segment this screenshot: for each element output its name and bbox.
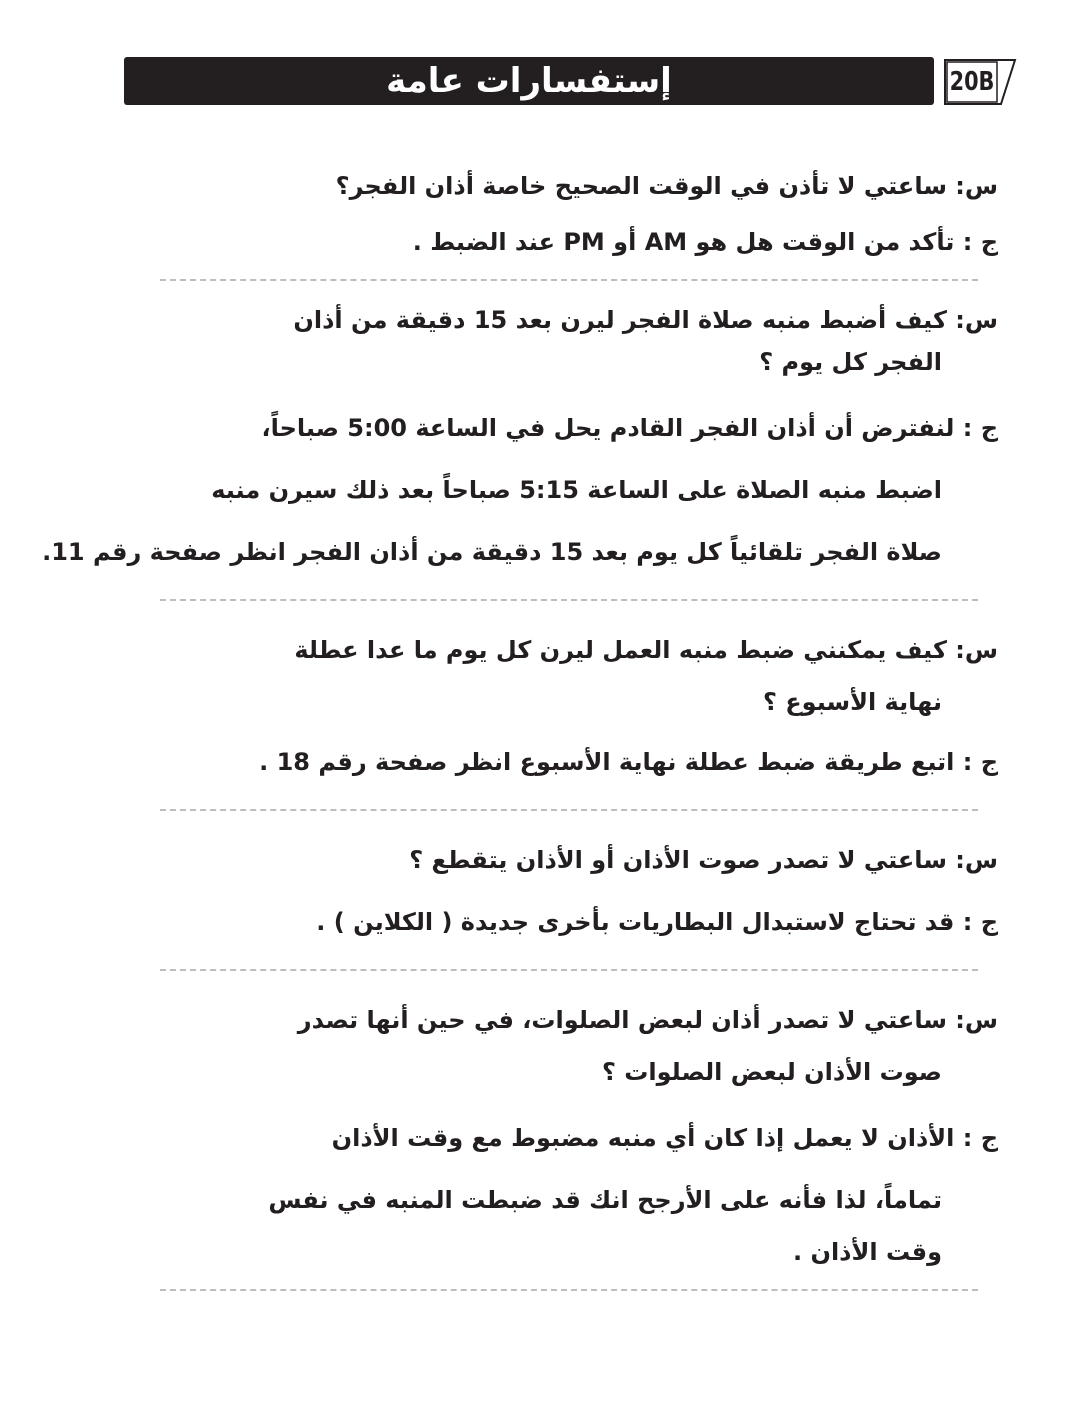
answer-line: ج : الأذان لا يعمل إذا كان أي منبه مضبوط مع وقت الأذان [331, 1124, 998, 1152]
question-line: نهاية الأسبوع ؟ [762, 688, 942, 716]
page-number: 20B [949, 67, 995, 97]
faq-list [42, 165, 998, 1309]
faq-item [140, 989, 998, 1283]
answer-line: ج : قد تحتاج لاستبدال البطاريات بأخرى جديدة ( الكلاين ) . [316, 908, 998, 936]
page-number-badge [943, 57, 1018, 107]
question-line: س: ساعتي لا تأذن في الوقت الصحيح خاصة أذان الفجر؟ [335, 172, 998, 200]
answer-line: ج : لنفترض أن أذان الفجر القادم يحل في الساعة 5:00 صباحاً، [261, 414, 998, 442]
answer-line: ج : اتبع طريقة ضبط عطلة نهاية الأسبوع انظر صفحة رقم 18 . [259, 748, 998, 776]
question-line: س: كيف أضبط منبه صلاة الفجر ليرن بعد 15 دقيقة من أذان [293, 306, 998, 334]
question-line: صوت الأذان لبعض الصلوات ؟ [602, 1058, 942, 1086]
faq-item [140, 829, 998, 963]
dashed-separator [160, 969, 978, 971]
dashed-separator [160, 1289, 978, 1291]
dashed-separator [160, 279, 978, 281]
answer-line: ج : تأكد من الوقت هل هو AM أو PM عند الضبط . [412, 228, 998, 256]
question-line: س: ساعتي لا تصدر أذان لبعض الصلوات، في حين أنها تصدر [297, 1006, 998, 1034]
faq-item [42, 299, 998, 593]
faq-item [140, 619, 998, 803]
question-line: الفجر كل يوم ؟ [759, 348, 942, 376]
answer-line: تماماً، لذا فأنه على الأرجح انك قد ضبطت المنبه في نفس [268, 1186, 942, 1214]
dashed-separator [160, 599, 978, 601]
question-line: س: كيف يمكنني ضبط منبه العمل ليرن كل يوم ما عدا عطلة [294, 636, 998, 664]
page-header [124, 57, 934, 105]
answer-line: وقت الأذان . [793, 1238, 942, 1266]
question-line: س: ساعتي لا تصدر صوت الأذان أو الأذان يتقطع ؟ [409, 846, 998, 874]
faq-item [140, 165, 998, 273]
page-title: إستفسارات عامة [386, 61, 672, 101]
answer-line: اضبط منبه الصلاة على الساعة 5:15 صباحاً بعد ذلك سيرن منبه [211, 476, 942, 504]
answer-line: صلاة الفجر تلقائياً كل يوم بعد 15 دقيقة من أذان الفجر انظر صفحة رقم 11. [42, 538, 942, 566]
dashed-separator [160, 809, 978, 811]
